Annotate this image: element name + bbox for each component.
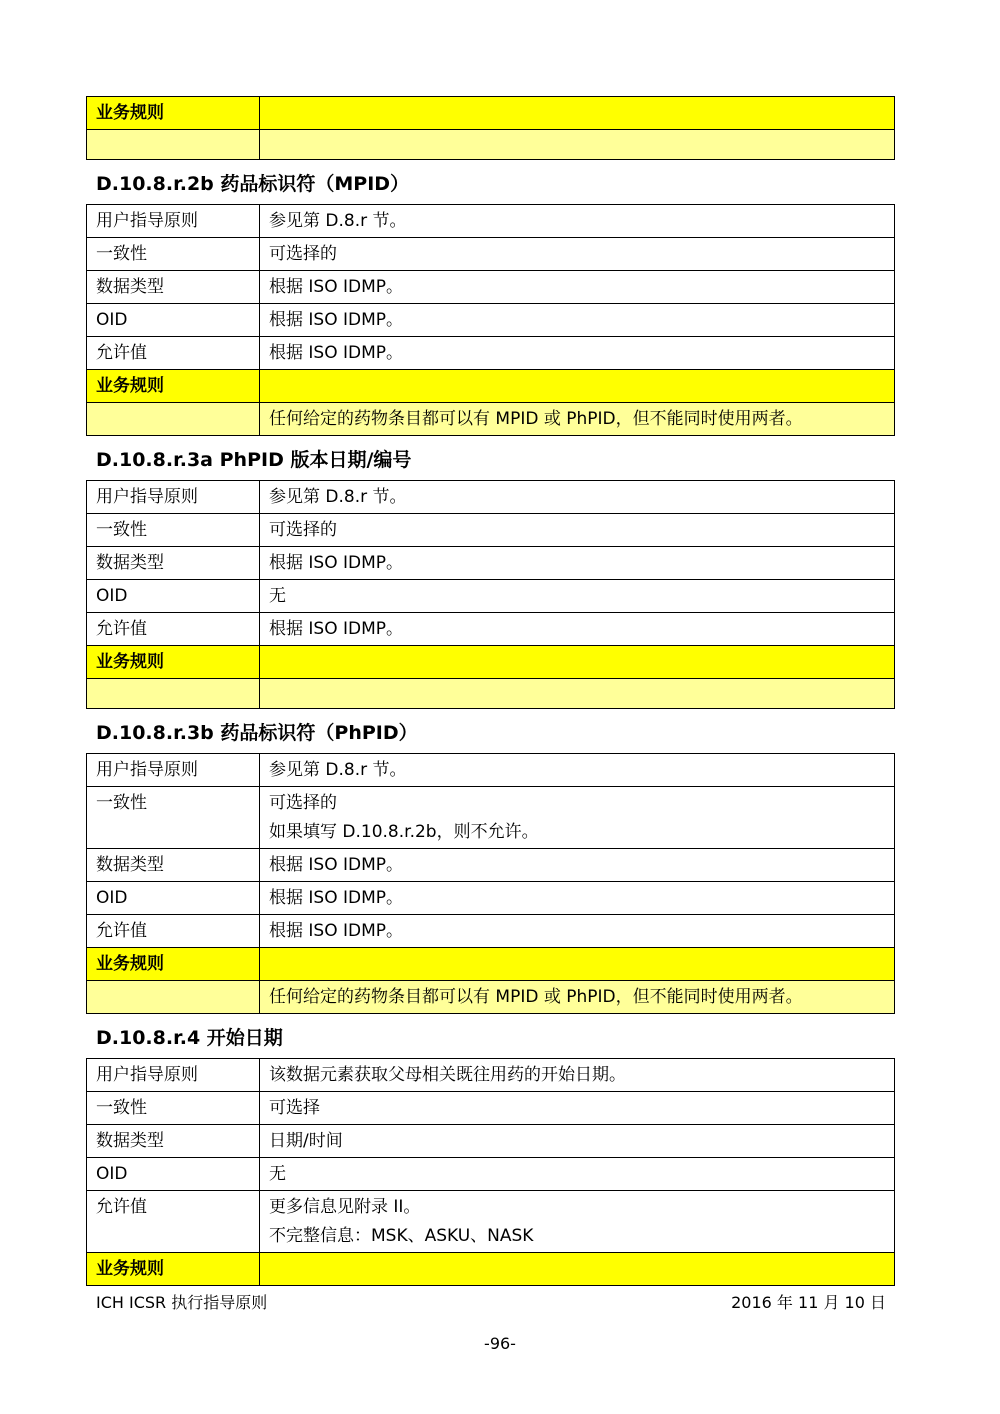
spec-value bbox=[260, 915, 895, 948]
spec-value-line: 该数据元素获取父母相关既往用药的开始日期。 bbox=[269, 1065, 626, 1085]
business-rule-text: 任何给定的药物条目都可以有 MPID 或 PhPID，但不能同时使用两者。 bbox=[260, 981, 895, 1014]
spec-value bbox=[260, 882, 895, 915]
spec-value-line: 参见第 D.8.r 节。 bbox=[269, 760, 407, 780]
spec-key: OID bbox=[87, 882, 260, 915]
spec-row bbox=[87, 1158, 895, 1191]
business-rule-header-row bbox=[87, 1253, 895, 1286]
spec-value bbox=[260, 481, 895, 514]
business-rule-header-value bbox=[260, 97, 895, 130]
spec-value-line: 更多信息见附录 II。 bbox=[269, 1197, 421, 1217]
spec-table bbox=[86, 480, 895, 709]
business-rule-header-value bbox=[260, 1253, 895, 1286]
spec-value-line: 可选择的 bbox=[269, 520, 337, 540]
spec-row bbox=[87, 580, 895, 613]
spec-row bbox=[87, 238, 895, 271]
spec-value bbox=[260, 337, 895, 370]
spec-row bbox=[87, 337, 895, 370]
spec-value-line: 根据 ISO IDMP。 bbox=[269, 888, 404, 908]
spec-value bbox=[260, 547, 895, 580]
spec-value-line: 根据 ISO IDMP。 bbox=[269, 921, 404, 941]
spec-row bbox=[87, 754, 895, 787]
business-rule-header-value bbox=[260, 370, 895, 403]
spec-value bbox=[260, 787, 895, 849]
business-rule-body-row bbox=[87, 981, 895, 1014]
spec-table bbox=[86, 204, 895, 436]
business-rule-label: 业务规则 bbox=[87, 646, 260, 679]
spec-value-line: 可选择的 bbox=[269, 244, 337, 264]
business-rule-label: 业务规则 bbox=[87, 1253, 260, 1286]
spec-key: 用户指导原则 bbox=[87, 481, 260, 514]
spec-value-line: 根据 ISO IDMP。 bbox=[269, 553, 404, 573]
spec-value-line: 无 bbox=[269, 1164, 286, 1184]
spec-value bbox=[260, 1059, 895, 1092]
business-rule-label: 业务规则 bbox=[87, 97, 260, 130]
spec-value-line: 日期/时间 bbox=[269, 1131, 343, 1151]
spec-row bbox=[87, 915, 895, 948]
spec-row bbox=[87, 304, 895, 337]
business-rule-body-row bbox=[87, 403, 895, 436]
business-rule-body-key bbox=[87, 403, 260, 436]
spec-key: 允许值 bbox=[87, 337, 260, 370]
page-number: -96- bbox=[484, 1334, 516, 1353]
spec-row bbox=[87, 1059, 895, 1092]
spec-row bbox=[87, 205, 895, 238]
business-rule-header-row bbox=[87, 97, 895, 130]
spec-value bbox=[260, 514, 895, 547]
spec-value-line: 参见第 D.8.r 节。 bbox=[269, 211, 407, 231]
spec-key: 允许值 bbox=[87, 915, 260, 948]
business-rule-body-key bbox=[87, 981, 260, 1014]
business-rule-text bbox=[260, 130, 895, 160]
spec-value bbox=[260, 613, 895, 646]
spec-key: 用户指导原则 bbox=[87, 1059, 260, 1092]
business-rule-header-row bbox=[87, 948, 895, 981]
business-rule-body-row bbox=[87, 679, 895, 709]
spec-row bbox=[87, 514, 895, 547]
business-rule-header-value bbox=[260, 646, 895, 679]
spec-value bbox=[260, 1191, 895, 1253]
spec-value-line: 参见第 D.8.r 节。 bbox=[269, 487, 407, 507]
spec-key: 一致性 bbox=[87, 238, 260, 271]
spec-value bbox=[260, 754, 895, 787]
spec-value-line: 可选择的 bbox=[269, 793, 337, 813]
spec-key: 数据类型 bbox=[87, 849, 260, 882]
spec-row bbox=[87, 547, 895, 580]
spec-value bbox=[260, 580, 895, 613]
spec-key: OID bbox=[87, 580, 260, 613]
spec-value-line: 根据 ISO IDMP。 bbox=[269, 310, 404, 330]
spec-row bbox=[87, 1092, 895, 1125]
spec-key: 数据类型 bbox=[87, 1125, 260, 1158]
footer-date: 2016 年 11 月 10 日 bbox=[731, 1293, 886, 1312]
business-rule-header-row bbox=[87, 370, 895, 403]
sections-container bbox=[86, 172, 895, 1286]
business-rule-body-key bbox=[87, 130, 260, 160]
document-body bbox=[86, 96, 895, 1286]
spec-value bbox=[260, 1158, 895, 1191]
business-rule-header-row bbox=[87, 646, 895, 679]
spec-key: 允许值 bbox=[87, 1191, 260, 1253]
spec-row bbox=[87, 271, 895, 304]
spec-value-line: 无 bbox=[269, 586, 286, 606]
top-rule-table bbox=[86, 96, 895, 160]
spec-key: 允许值 bbox=[87, 613, 260, 646]
business-rule-body-row bbox=[87, 130, 895, 160]
spec-value-line: 根据 ISO IDMP。 bbox=[269, 277, 404, 297]
section-title: D.10.8.r.3b 药品标识符（PhPID） bbox=[96, 722, 418, 744]
spec-value bbox=[260, 1125, 895, 1158]
spec-key: 数据类型 bbox=[87, 271, 260, 304]
spec-row bbox=[87, 882, 895, 915]
section-title: D.10.8.r.2b 药品标识符（MPID） bbox=[96, 173, 410, 195]
spec-value-line: 根据 ISO IDMP。 bbox=[269, 343, 404, 363]
business-rule-label: 业务规则 bbox=[87, 370, 260, 403]
spec-value-line: 根据 ISO IDMP。 bbox=[269, 619, 404, 639]
spec-table bbox=[86, 1058, 895, 1286]
spec-value bbox=[260, 1092, 895, 1125]
spec-value bbox=[260, 271, 895, 304]
spec-row bbox=[87, 1125, 895, 1158]
business-rule-header-value bbox=[260, 948, 895, 981]
spec-value-line: 根据 ISO IDMP。 bbox=[269, 855, 404, 875]
spec-value bbox=[260, 849, 895, 882]
spec-key: 一致性 bbox=[87, 1092, 260, 1125]
spec-value bbox=[260, 304, 895, 337]
business-rule-text bbox=[260, 679, 895, 709]
spec-value bbox=[260, 238, 895, 271]
business-rule-label: 业务规则 bbox=[87, 948, 260, 981]
footer-doc-title: ICH ICSR 执行指导原则 bbox=[96, 1293, 268, 1312]
spec-row bbox=[87, 849, 895, 882]
business-rule-text: 任何给定的药物条目都可以有 MPID 或 PhPID，但不能同时使用两者。 bbox=[260, 403, 895, 436]
spec-key: 数据类型 bbox=[87, 547, 260, 580]
spec-value-line: 可选择 bbox=[269, 1098, 320, 1118]
spec-table bbox=[86, 753, 895, 1014]
spec-key: 一致性 bbox=[87, 787, 260, 849]
spec-row bbox=[87, 787, 895, 849]
spec-key: OID bbox=[87, 1158, 260, 1191]
business-rule-body-key bbox=[87, 679, 260, 709]
spec-row bbox=[87, 481, 895, 514]
spec-key: 用户指导原则 bbox=[87, 205, 260, 238]
spec-value bbox=[260, 205, 895, 238]
spec-key: 一致性 bbox=[87, 514, 260, 547]
spec-row bbox=[87, 1191, 895, 1253]
spec-row bbox=[87, 613, 895, 646]
section-title: D.10.8.r.4 开始日期 bbox=[96, 1027, 283, 1049]
spec-key: OID bbox=[87, 304, 260, 337]
spec-value-line: 如果填写 D.10.8.r.2b，则不允许。 bbox=[269, 822, 539, 842]
spec-value-line: 不完整信息：MSK、ASKU、NASK bbox=[269, 1226, 534, 1246]
spec-key: 用户指导原则 bbox=[87, 754, 260, 787]
section-title: D.10.8.r.3a PhPID 版本日期/编号 bbox=[96, 449, 412, 471]
